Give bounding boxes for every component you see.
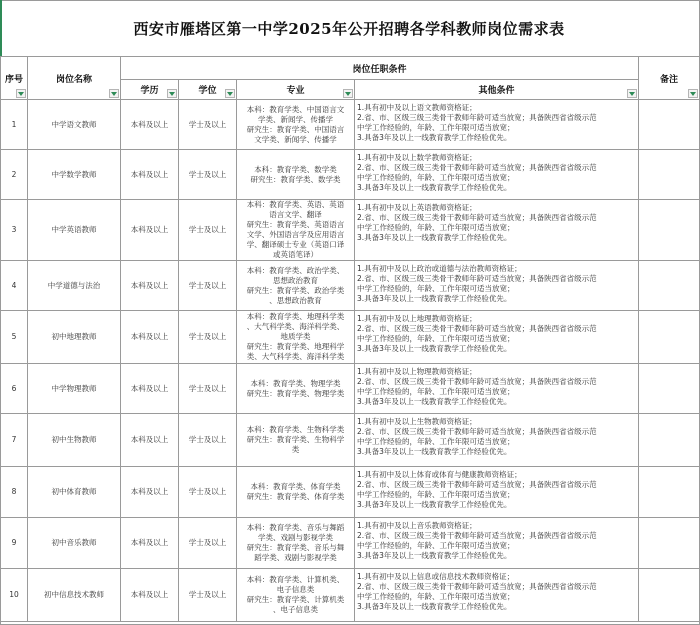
header-position: 岗位名称: [28, 57, 121, 100]
degree-cell[interactable]: 学士及以上: [179, 200, 237, 261]
position-cell[interactable]: 初中音乐教师: [28, 518, 121, 569]
other-condition-line: 1.具有初中及以上物理教师资格证；: [357, 367, 477, 376]
table-row: [1, 518, 700, 569]
other-condition-line: 2.省、市、区级三级三类骨干教师年龄可适当放宽；具备陕西省省级示范: [357, 582, 597, 591]
other-condition-line: 中学工作经验的，年龄、工作年限可适当放宽；: [357, 173, 515, 182]
major-line: 研究生：教育学类、物理学类: [246, 388, 345, 398]
major-line: 本科：教育学类、计算机类、: [246, 575, 345, 584]
other-condition-line: 2.省、市、区级三级三类骨干教师年龄可适当放宽；具备陕西省省级示范: [357, 324, 597, 333]
position-cell[interactable]: 中学语文教师: [28, 100, 121, 150]
position-cell[interactable]: 初中信息技术教师: [28, 569, 121, 622]
other-condition-line: 1.具有初中及以上体育或体育与健康教师资格证；: [357, 470, 522, 479]
other-condition-line: 3.具备3年及以上一线教育教学工作经验优先。: [357, 447, 512, 456]
other-condition-line: 1.具有初中及以上数学教师资格证；: [357, 153, 477, 162]
other-condition-line: 中学工作经验的，年龄、工作年限可适当放宽；: [357, 123, 515, 132]
other-condition-line: 2.省、市、区级三级三类骨干教师年龄可适当放宽；具备陕西省省级示范: [357, 113, 597, 122]
page-title: 西安市雁塔区第一中学2025年公开招聘各学科教师岗位需求表: [0, 0, 698, 57]
position-cell[interactable]: 初中体育教师: [28, 467, 121, 518]
other-conditions-cell[interactable]: [355, 467, 639, 518]
remarks-cell[interactable]: [639, 150, 700, 200]
education-cell[interactable]: 本科及以上: [121, 311, 179, 364]
other-condition-line: 3.具备3年及以上一线教育教学工作经验优先。: [357, 551, 512, 560]
other-condition-line: 2.省、市、区级三级三类骨干教师年龄可适当放宽；具备陕西省省级示范: [357, 213, 597, 222]
major-line: 地质学类: [280, 332, 311, 341]
position-cell[interactable]: 中学道德与法治: [28, 261, 121, 311]
major-cell[interactable]: [237, 364, 355, 414]
major-cell[interactable]: [237, 467, 355, 518]
major-cell[interactable]: [237, 200, 355, 261]
degree-cell[interactable]: 学士及以上: [179, 100, 237, 150]
major-line: 类、大气科学类、海洋科学类: [246, 352, 345, 361]
header-remarks: 备注: [639, 57, 700, 100]
other-condition-line: 中学工作经验的，年龄、工作年限可适当放宽；: [357, 490, 515, 499]
other-condition-line: 中学工作经验的，年龄、工作年限可适当放宽；: [357, 334, 515, 343]
seq-cell[interactable]: 5: [1, 311, 28, 364]
table-row: [1, 200, 700, 261]
major-line: 思想政治教育: [273, 275, 318, 285]
major-line: 研究生：教育学类、体育学类: [246, 492, 345, 501]
other-conditions-cell[interactable]: [355, 200, 639, 261]
major-line: 类: [291, 445, 300, 454]
degree-cell[interactable]: 学士及以上: [179, 569, 237, 622]
other-condition-line: 2.省、市、区级三级三类骨干教师年龄可适当放宽；具备陕西省省级示范: [357, 531, 597, 540]
table-row: [1, 569, 700, 622]
seq-cell[interactable]: 8: [1, 467, 28, 518]
other-condition-line: 中学工作经验的，年龄、工作年限可适当放宽；: [357, 284, 515, 293]
seq-cell[interactable]: 1: [1, 100, 28, 150]
major-line: 、电子信息类: [273, 605, 318, 614]
major-line: 电子信息类: [276, 585, 315, 594]
remarks-cell[interactable]: [639, 200, 700, 261]
major-line: 本科：教育学类、政治学类、: [246, 265, 345, 275]
other-condition-line: 2.省、市、区级三级三类骨干教师年龄可适当放宽；具备陕西省省级示范: [357, 274, 597, 283]
major-line: 研究生：教育学类、生物科学: [246, 435, 345, 444]
other-condition-line: 3.具备3年及以上一线教育教学工作经验优先。: [357, 344, 512, 353]
major-line: 本科：教育学类、体育学类: [250, 482, 341, 491]
other-conditions-cell[interactable]: [355, 414, 639, 467]
degree-cell[interactable]: 学士及以上: [179, 467, 237, 518]
major-line: 研究生：教育学类、数学类: [250, 174, 341, 184]
other-condition-line: 3.具备3年及以上一线教育教学工作经验优先。: [357, 602, 512, 611]
education-cell[interactable]: 本科及以上: [121, 569, 179, 622]
degree-cell[interactable]: 学士及以上: [179, 261, 237, 311]
major-cell[interactable]: [237, 261, 355, 311]
major-line: 本科：教育学类、音乐与舞蹈: [246, 523, 345, 532]
major-line: 语言文学、翻译: [269, 210, 322, 219]
other-condition-line: 1.具有初中及以上音乐教师资格证；: [357, 521, 477, 530]
filter-dropdown-icon[interactable]: [109, 89, 119, 98]
major-line: 本科：教育学类、数学类: [254, 164, 337, 174]
major-cell[interactable]: [237, 100, 355, 150]
other-condition-line: 中学工作经验的，年龄、工作年限可适当放宽；: [357, 387, 515, 396]
other-condition-line: 3.具备3年及以上一线教育教学工作经验优先。: [357, 294, 512, 303]
other-conditions-cell[interactable]: [355, 364, 639, 414]
filter-dropdown-icon[interactable]: [16, 89, 26, 98]
header-education: 学历: [121, 80, 179, 100]
other-condition-line: 中学工作经验的，年龄、工作年限可适当放宽；: [357, 541, 515, 550]
education-cell[interactable]: 本科及以上: [121, 518, 179, 569]
major-cell[interactable]: [237, 150, 355, 200]
other-conditions-cell[interactable]: [355, 311, 639, 364]
major-cell[interactable]: [237, 311, 355, 364]
other-condition-line: 1.具有初中及以上语文教师资格证；: [357, 103, 477, 112]
other-condition-line: 中学工作经验的，年龄、工作年限可适当放宽；: [357, 223, 515, 232]
seq-cell[interactable]: 4: [1, 261, 28, 311]
major-line: 或英语笔译）: [273, 250, 318, 259]
other-conditions-cell[interactable]: [355, 261, 639, 311]
major-line: 蹈学类、戏剧与影视学类: [254, 553, 337, 562]
major-line: 本科：教育学类、物理学类: [250, 378, 341, 388]
remarks-cell[interactable]: [639, 518, 700, 569]
filter-dropdown-icon[interactable]: [627, 89, 637, 98]
other-condition-line: 1.具有初中及以上政治或道德与法治教师资格证；: [357, 264, 522, 273]
education-cell[interactable]: 本科及以上: [121, 200, 179, 261]
position-cell[interactable]: 中学数学教师: [28, 150, 121, 200]
education-cell[interactable]: 本科及以上: [121, 414, 179, 467]
header-seq: 序号: [1, 57, 28, 100]
filter-dropdown-icon[interactable]: [688, 89, 698, 98]
major-cell[interactable]: [237, 518, 355, 569]
other-condition-line: 1.具有初中及以上地理教师资格证；: [357, 314, 477, 323]
remarks-cell[interactable]: [639, 467, 700, 518]
filter-dropdown-icon[interactable]: [225, 89, 235, 98]
other-condition-line: 3.具备3年及以上一线教育教学工作经验优先。: [357, 233, 512, 242]
major-line: 研究生：教育学类、计算机类: [246, 595, 345, 604]
header-degree: 学位: [179, 80, 237, 100]
remarks-cell[interactable]: [639, 261, 700, 311]
major-line: 文学、外国语言学及应用语言: [246, 230, 345, 239]
major-line: 研究生：教育学类、地理科学: [246, 342, 345, 351]
table-row: [1, 311, 700, 364]
table-row: [1, 414, 700, 467]
degree-cell[interactable]: 学士及以上: [179, 150, 237, 200]
table-row: [1, 467, 700, 518]
table-row: [1, 364, 700, 414]
education-cell[interactable]: 本科及以上: [121, 100, 179, 150]
other-condition-line: 3.具备3年及以上一线教育教学工作经验优先。: [357, 133, 512, 142]
table-row: [1, 261, 700, 311]
filter-dropdown-icon[interactable]: [167, 89, 177, 98]
major-cell[interactable]: [237, 569, 355, 622]
major-line: 学、翻译硕士专业（英语口译: [246, 240, 345, 249]
seq-cell[interactable]: 2: [1, 150, 28, 200]
table-row: [1, 150, 700, 200]
other-condition-line: 1.具有初中及以上生物教师资格证；: [357, 417, 477, 426]
other-conditions-cell[interactable]: [355, 100, 639, 150]
other-condition-line: 2.省、市、区级三级三类骨干教师年龄可适当放宽；具备陕西省省级示范: [357, 163, 597, 172]
major-line: 本科：教育学类、英语、英语: [246, 200, 345, 209]
other-condition-line: 1.具有初中及以上信息或信息技术教师资格证；: [357, 572, 515, 581]
major-line: 本科：教育学类、中国语言文: [246, 104, 345, 114]
seq-cell[interactable]: 9: [1, 518, 28, 569]
remarks-cell[interactable]: [639, 364, 700, 414]
header-conditions: 岗位任职条件: [121, 57, 639, 80]
major-line: 研究生：教育学类、中国语言: [246, 124, 345, 134]
other-conditions-cell[interactable]: [355, 518, 639, 569]
other-condition-line: 中学工作经验的，年龄、工作年限可适当放宽；: [357, 437, 515, 446]
major-line: 研究生：教育学类、英语语言: [246, 220, 345, 229]
major-line: 、大气科学类、海洋科学类、: [246, 322, 345, 331]
header-other: 其他条件: [355, 80, 639, 100]
filter-dropdown-icon[interactable]: [343, 89, 353, 98]
seq-cell[interactable]: 6: [1, 364, 28, 414]
major-line: 研究生：教育学类、政治学类: [246, 285, 345, 295]
major-line: 文学类、新闻学、传播学: [254, 134, 337, 144]
degree-cell[interactable]: 学士及以上: [179, 518, 237, 569]
major-line: 本科：教育学类、生物科学类: [246, 425, 345, 434]
table-row: [1, 100, 700, 150]
other-condition-line: 3.具备3年及以上一线教育教学工作经验优先。: [357, 183, 512, 192]
remarks-cell[interactable]: [639, 569, 700, 622]
seq-cell[interactable]: 10: [1, 569, 28, 622]
major-line: 本科：教育学类、地理科学类: [246, 312, 345, 321]
remarks-cell[interactable]: [639, 414, 700, 467]
degree-cell[interactable]: 学士及以上: [179, 414, 237, 467]
position-cell[interactable]: 初中生物教师: [28, 414, 121, 467]
education-cell[interactable]: 本科及以上: [121, 150, 179, 200]
recruitment-table: [0, 56, 700, 622]
header-major: 专业: [237, 80, 355, 100]
other-condition-line: 3.具备3年及以上一线教育教学工作经验优先。: [357, 397, 512, 406]
other-condition-line: 2.省、市、区级三级三类骨干教师年龄可适当放宽；具备陕西省省级示范: [357, 480, 597, 489]
other-condition-line: 3.具备3年及以上一线教育教学工作经验优先。: [357, 500, 512, 509]
other-condition-line: 1.具有初中及以上英语教师资格证；: [357, 203, 477, 212]
other-conditions-cell[interactable]: [355, 150, 639, 200]
remarks-cell[interactable]: [639, 311, 700, 364]
position-cell[interactable]: 中学英语教师: [28, 200, 121, 261]
education-cell[interactable]: 本科及以上: [121, 467, 179, 518]
major-line: 、思想政治教育: [269, 295, 322, 305]
major-cell[interactable]: [237, 414, 355, 467]
other-condition-line: 中学工作经验的，年龄、工作年限可适当放宽；: [357, 592, 515, 601]
major-line: 学类、新闻学、传播学: [258, 114, 333, 124]
major-line: 研究生：教育学类、音乐与舞: [246, 543, 345, 552]
other-condition-line: 2.省、市、区级三级三类骨干教师年龄可适当放宽；具备陕西省省级示范: [357, 377, 597, 386]
other-condition-line: 2.省、市、区级三级三类骨干教师年龄可适当放宽；具备陕西省省级示范: [357, 427, 597, 436]
seq-cell[interactable]: 3: [1, 200, 28, 261]
degree-cell[interactable]: 学士及以上: [179, 364, 237, 414]
other-conditions-cell[interactable]: [355, 569, 639, 622]
seq-cell[interactable]: 7: [1, 414, 28, 467]
education-cell[interactable]: 本科及以上: [121, 364, 179, 414]
education-cell[interactable]: 本科及以上: [121, 261, 179, 311]
degree-cell[interactable]: 学士及以上: [179, 311, 237, 364]
position-cell[interactable]: 中学物理教师: [28, 364, 121, 414]
remarks-cell[interactable]: [639, 100, 700, 150]
major-line: 学类、戏剧与影视学类: [258, 533, 333, 542]
position-cell[interactable]: 初中地理教师: [28, 311, 121, 364]
